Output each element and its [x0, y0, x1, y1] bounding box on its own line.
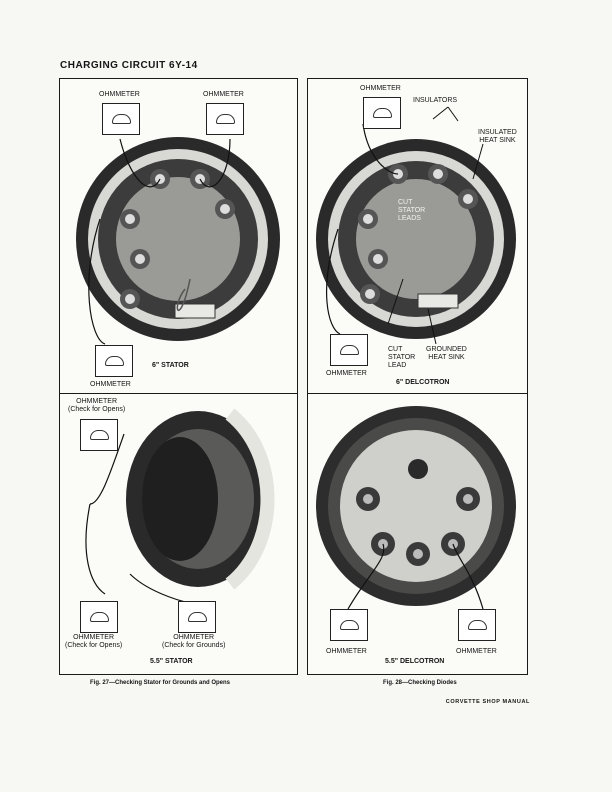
cut-stator-leads-label: CUT STATOR LEADS [398, 199, 426, 222]
ohmmeter [363, 97, 401, 129]
ohmmeter [80, 419, 118, 451]
insulators-label: INSULATORS [413, 97, 458, 104]
ohmmeter [330, 334, 368, 366]
ohmmeter [102, 103, 140, 135]
ohmmeter-label: OHMMETER [203, 91, 244, 98]
ohmmeter-label: OHMMETER (Check for Opens) [65, 634, 123, 649]
ohmmeter [80, 601, 118, 633]
ohmmeter-label: OHMMETER (Check for Opens) [68, 398, 126, 413]
ohmmeter-label: OHMMETER (Check for Grounds) [162, 634, 226, 649]
panel-6-inch-stator [59, 78, 298, 395]
ohmmeter-label: OHMMETER [90, 381, 131, 388]
ohmmeter [206, 103, 244, 135]
manual-footer: CORVETTE SHOP MANUAL [445, 699, 530, 705]
page-header: CHARGING CIRCUIT 6Y-14 [60, 60, 198, 71]
figure-27-caption: Fig. 27—Checking Stator for Grounds and Opens [90, 680, 231, 686]
grounded-heat-sink-label: GROUNDED HEAT SINK [426, 346, 467, 361]
panel-title: 5.5" DELCOTRON [385, 658, 445, 665]
panel-5-5-inch-stator [59, 393, 298, 675]
ohmmeter-label: OHMMETER [326, 648, 367, 655]
figure-28-caption: Fig. 28—Checking Diodes [383, 680, 457, 686]
ohmmeter-label: OHMMETER [326, 370, 367, 377]
ohmmeter [178, 601, 216, 633]
ohmmeter-label: OHMMETER [360, 85, 401, 92]
panel-title: 6" STATOR [152, 362, 189, 369]
insulated-heat-sink-label: INSULATED HEAT SINK [478, 129, 517, 144]
panel-title: 6" DELCOTRON [396, 379, 450, 386]
cut-stator-lead-label: CUT STATOR LEAD [388, 346, 416, 369]
panel-5-5-inch-delcotron [307, 393, 528, 675]
ohmmeter-label: OHMMETER [456, 648, 497, 655]
panel-title: 5.5" STATOR [150, 658, 193, 665]
panel-6-inch-delcotron [307, 78, 528, 395]
ohmmeter [458, 609, 496, 641]
ohmmeter [330, 609, 368, 641]
ohmmeter-label: OHMMETER [99, 91, 140, 98]
ohmmeter [95, 345, 133, 377]
